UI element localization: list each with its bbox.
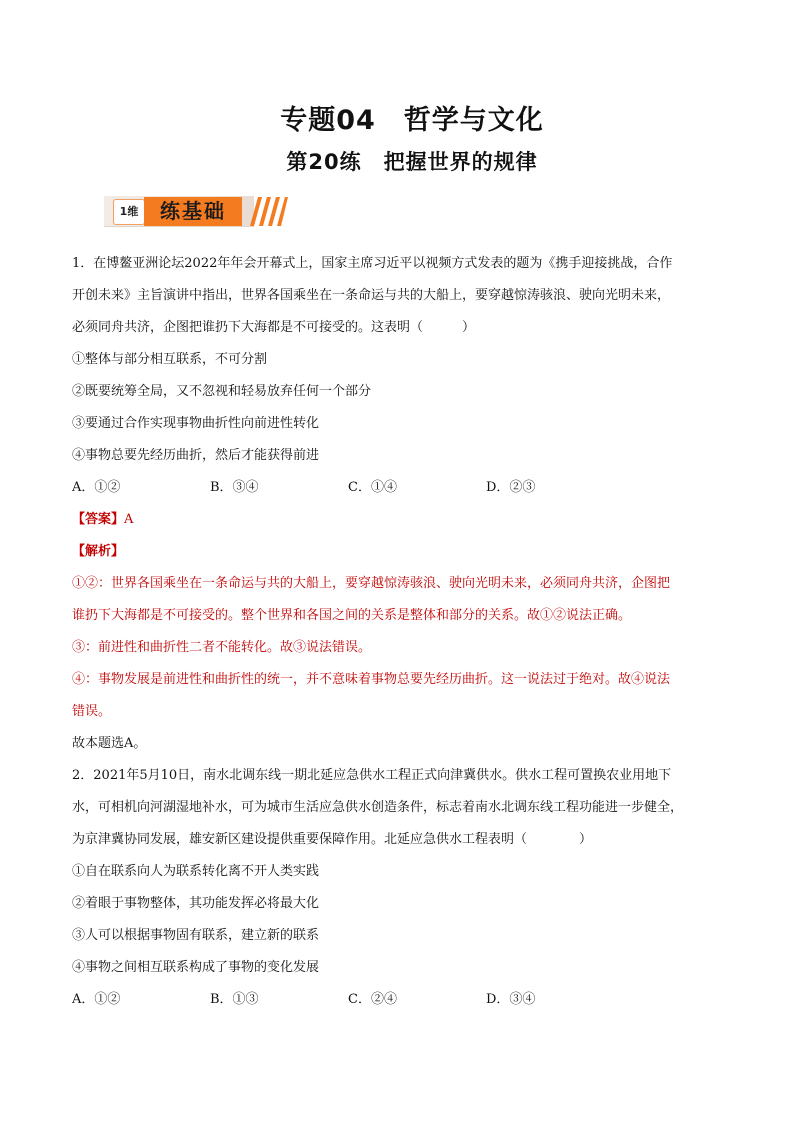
answer-value: A xyxy=(124,512,134,527)
analysis-line: 错误。 xyxy=(72,704,112,719)
q2-option-d: D．③④ xyxy=(486,992,536,1007)
q2-stem-line: 水，可相机向河湖湿地补水，可为城市生活应急供水创造条件，标志着南水北调东线工程功能进一步健全， xyxy=(72,800,684,815)
analysis-line: 谁扔下大海都是不可接受的。整个世界和各国之间的关系是整体和部分的关系。故①②说法正确。 xyxy=(72,608,632,623)
q2-option-c: C．②④ xyxy=(348,992,397,1007)
analysis-line: ③：前进性和曲折性二者不能转化。故③说法错误。 xyxy=(72,640,372,655)
q1-option-d: D．②③ xyxy=(486,480,536,495)
q2-item: ④事物之间相互联系构成了事物的变化发展 xyxy=(72,960,320,975)
question-1 xyxy=(72,248,722,760)
q2-item: ③人可以根据事物固有联系，建立新的联系 xyxy=(72,928,320,943)
page-title: 专题04 哲学与文化 xyxy=(280,105,544,136)
q1-item: ④事物总要先经历曲折，然后才能获得前进 xyxy=(72,448,320,463)
question-2 xyxy=(72,760,722,1016)
section-banner xyxy=(104,192,284,230)
q1-item: ②既要统筹全局，又不忽视和轻易放弃任何一个部分 xyxy=(72,384,372,399)
banner-label: 练基础 xyxy=(144,197,242,226)
banner-badge: 1维 xyxy=(113,199,145,225)
q1-stem-line: 1．在博鳌亚洲论坛2022年年会开幕式上，国家主席习近平以视频方式发表的题为《携手迎接挑战，合作 xyxy=(72,256,673,271)
q2-options xyxy=(72,984,722,1016)
q1-stem-line: 必须同舟共济，企图把谁扔下大海都是不可接受的。这表明（ ） xyxy=(72,320,476,335)
q1-stem-line: 开创未来》主旨演讲中指出，世界各国乘坐在一条命运与共的大船上，要穿越惊涛骇浪、驶向光明未来， xyxy=(72,288,671,303)
q1-item: ①整体与部分相互联系，不可分割 xyxy=(72,352,268,367)
q1-conclusion: 故本题选A。 xyxy=(72,736,147,751)
q2-option-a: A．①② xyxy=(72,992,121,1007)
q1-option-a: A．①② xyxy=(72,480,121,495)
q2-item: ①自在联系向人为联系转化离不开人类实践 xyxy=(72,864,320,879)
q1-options xyxy=(72,472,722,504)
analysis-line: ①②：世界各国乘坐在一条命运与共的大船上，要穿越惊涛骇浪、驶向光明未来，必须同舟共济，企图把 xyxy=(72,576,671,591)
q1-answer xyxy=(72,504,722,536)
q1-item: ③要通过合作实现事物曲折性向前进性转化 xyxy=(72,416,320,431)
q2-stem-line: 2．2021年5月10日，南水北调东线一期北延应急供水工程正式向津冀供水。供水工程可置换农业用地下 xyxy=(72,768,672,783)
page-subtitle: 第20练 把握世界的规律 xyxy=(286,150,538,174)
analysis-line: ④：事物发展是前进性和曲折性的统一，并不意味着事物总要先经历曲折。这一说法过于绝对。故④说法 xyxy=(72,672,671,687)
analysis-label: 【解析】 xyxy=(72,544,125,559)
q2-item: ②着眼于事物整体，其功能发挥必将最大化 xyxy=(72,896,320,911)
q2-option-b: B．①③ xyxy=(210,992,259,1007)
q1-option-c: C．①④ xyxy=(348,480,397,495)
question-content xyxy=(72,248,722,1016)
q1-option-b: B．③④ xyxy=(210,480,259,495)
banner-stripes-icon xyxy=(244,197,288,226)
q2-stem-line: 为京津冀协同发展，雄安新区建设提供重要保障作用。北延应急供水工程表明（ ） xyxy=(72,832,593,847)
answer-label: 【答案】 xyxy=(72,512,125,527)
